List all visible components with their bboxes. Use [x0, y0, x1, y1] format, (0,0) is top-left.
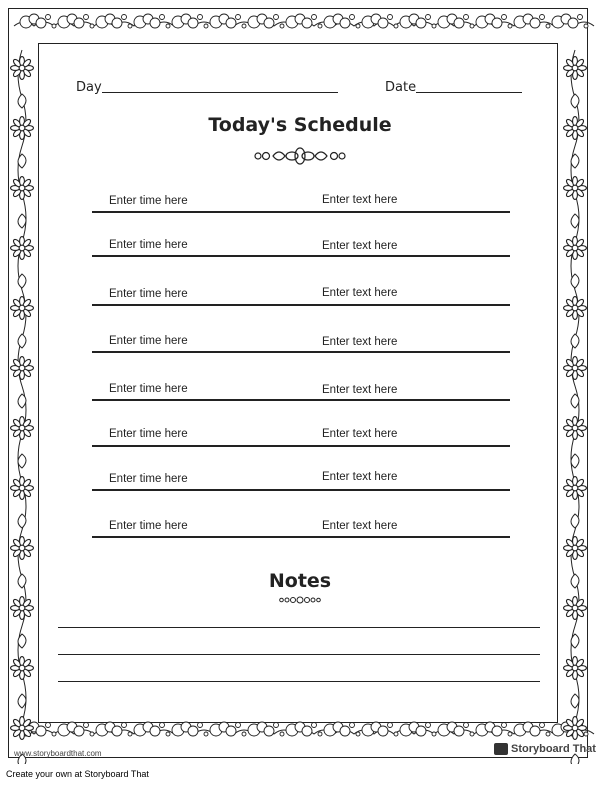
notes-line[interactable] [58, 654, 540, 655]
watermark-brand-text: Storyboard That [511, 743, 596, 755]
flower-icon [11, 477, 34, 500]
bush-icon [514, 722, 550, 736]
leaf-icon [571, 334, 579, 348]
time-field[interactable]: Enter time here [109, 428, 188, 440]
bush-icon [400, 14, 436, 28]
leaf-icon [571, 454, 579, 468]
bush-icon [172, 722, 208, 736]
leaf-icon [18, 514, 26, 528]
text-field[interactable]: Enter text here [322, 520, 398, 532]
leaf-icon [571, 694, 579, 708]
text-field[interactable]: Enter text here [322, 336, 398, 348]
bush-icon [172, 14, 208, 28]
leaf-icon [18, 694, 26, 708]
schedule-row[interactable] [92, 403, 510, 447]
bush-icon [20, 14, 56, 28]
flower-icon [564, 537, 587, 560]
bush-icon [286, 14, 322, 28]
schedule-row[interactable] [92, 447, 510, 491]
bush-icon [134, 14, 170, 28]
bush-icon [476, 14, 512, 28]
bush-icon [286, 722, 322, 736]
leaf-icon [571, 514, 579, 528]
flower-icon [11, 117, 34, 140]
flourish-ornament-icon [252, 145, 348, 167]
flower-icon [564, 597, 587, 620]
time-field[interactable]: Enter time here [109, 288, 188, 300]
text-field[interactable]: Enter text here [322, 194, 398, 206]
day-label: Day [76, 80, 102, 95]
schedule-row[interactable] [92, 357, 510, 401]
leaf-icon [18, 574, 26, 588]
bush-icon [58, 14, 94, 28]
bush-icon [58, 722, 94, 736]
bush-icon [210, 722, 246, 736]
text-field[interactable]: Enter text here [322, 240, 398, 252]
bush-icon [96, 14, 132, 28]
flower-icon [11, 417, 34, 440]
leaf-icon [18, 334, 26, 348]
text-field[interactable]: Enter text here [322, 384, 398, 396]
watermark-url: www.storyboardthat.com [14, 749, 102, 758]
leaf-icon [18, 454, 26, 468]
leaf-icon [571, 754, 579, 764]
notes-line[interactable] [58, 681, 540, 682]
row-rule [92, 399, 510, 401]
bush-icon [210, 14, 246, 28]
leaf-icon [571, 394, 579, 408]
row-rule [92, 489, 510, 491]
flower-icon [564, 417, 587, 440]
time-field[interactable]: Enter time here [109, 335, 188, 347]
flower-icon [564, 717, 587, 740]
leaf-icon [18, 94, 26, 108]
flower-icon [564, 237, 587, 260]
flower-icon [564, 657, 587, 680]
text-field[interactable]: Enter text here [322, 471, 398, 483]
flower-icon [564, 357, 587, 380]
small-flourish-icon [278, 594, 322, 606]
bush-icon [362, 722, 398, 736]
flower-icon [11, 657, 34, 680]
flower-icon [11, 297, 34, 320]
leaf-icon [18, 394, 26, 408]
day-field[interactable] [102, 92, 338, 93]
text-field[interactable]: Enter text here [322, 287, 398, 299]
schedule-row[interactable] [92, 262, 510, 306]
time-field[interactable]: Enter time here [109, 520, 188, 532]
flower-icon [11, 597, 34, 620]
row-rule [92, 304, 510, 306]
watermark-brand [494, 743, 596, 755]
leaf-icon [571, 94, 579, 108]
time-field[interactable]: Enter time here [109, 383, 188, 395]
flower-icon [11, 357, 34, 380]
bush-icon [438, 14, 474, 28]
date-label: Date [385, 80, 417, 95]
top-garden-garland-icon [14, 14, 594, 28]
date-field[interactable] [416, 92, 522, 93]
flower-icon [564, 297, 587, 320]
row-rule [92, 536, 510, 538]
storyboard-logo-icon [494, 743, 508, 755]
bush-icon [438, 722, 474, 736]
flower-icon [564, 117, 587, 140]
schedule-row[interactable] [92, 309, 510, 353]
bush-icon [514, 14, 550, 28]
notes-title: Notes [268, 570, 332, 592]
flower-icon [11, 57, 34, 80]
flower-icon [11, 537, 34, 560]
time-field[interactable]: Enter time here [109, 239, 188, 251]
flower-icon [11, 237, 34, 260]
bush-icon [134, 722, 170, 736]
schedule-row[interactable] [92, 213, 510, 257]
schedule-row[interactable] [92, 494, 510, 538]
time-field[interactable]: Enter time here [109, 473, 188, 485]
flower-icon [11, 177, 34, 200]
bush-icon [248, 14, 284, 28]
flower-icon [11, 717, 34, 740]
bottom-garden-garland-icon [14, 722, 594, 736]
bush-icon [552, 14, 588, 28]
leaf-icon [18, 214, 26, 228]
row-rule [92, 351, 510, 353]
bush-icon [476, 722, 512, 736]
notes-line[interactable] [58, 627, 540, 628]
right-flower-vine-icon [564, 50, 587, 764]
bush-icon [362, 14, 398, 28]
left-flower-vine-icon [11, 50, 34, 764]
flower-icon [564, 177, 587, 200]
flower-icon [564, 57, 587, 80]
schedule-row[interactable] [92, 169, 510, 213]
time-field[interactable]: Enter time here [109, 195, 188, 207]
schedule-title: Today's Schedule [208, 114, 392, 136]
leaf-icon [571, 214, 579, 228]
bush-icon [400, 722, 436, 736]
row-rule [92, 255, 510, 257]
footer-credit: Create your own at Storyboard That [6, 769, 149, 779]
leaf-icon [571, 574, 579, 588]
text-field[interactable]: Enter text here [322, 428, 398, 440]
flower-icon [564, 477, 587, 500]
bush-icon [96, 722, 132, 736]
bush-icon [248, 722, 284, 736]
